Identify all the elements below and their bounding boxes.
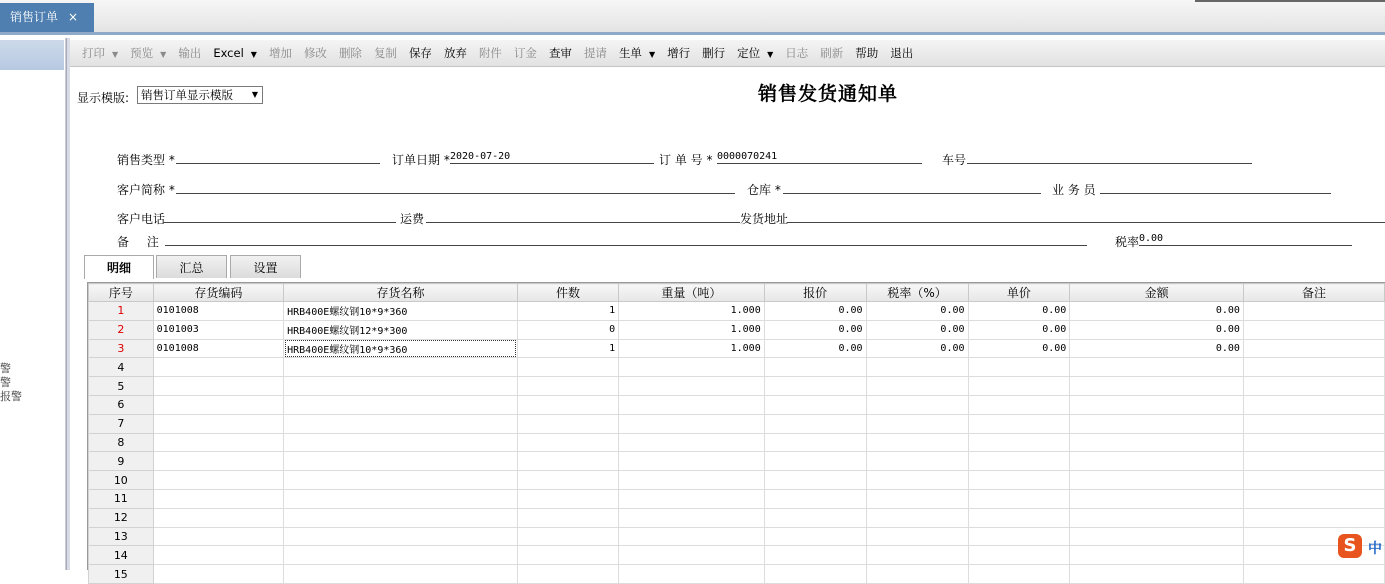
- cell-weight[interactable]: [619, 395, 765, 414]
- row-number: 12: [89, 508, 154, 527]
- toolbar-button-3[interactable]: [207, 43, 263, 63]
- chevron-down-icon[interactable]: ▼: [250, 50, 257, 59]
- cell-amount[interactable]: [1070, 565, 1244, 584]
- toolbar-button-16[interactable]: [696, 43, 731, 63]
- row-number: 6: [89, 395, 154, 414]
- column-header[interactable]: 重量（吨）: [619, 284, 765, 302]
- cell-weight[interactable]: 1.000: [619, 339, 765, 358]
- ime-indicator[interactable]: [1338, 534, 1385, 560]
- toolbar-button-7[interactable]: [368, 43, 403, 63]
- toolbar-button-label: Excel: [213, 46, 244, 60]
- chevron-down-icon[interactable]: ▼: [112, 50, 119, 59]
- customer-field[interactable]: [176, 180, 735, 194]
- cell-price[interactable]: [968, 414, 1070, 433]
- freight-field[interactable]: [426, 209, 740, 223]
- toolbar-button-15[interactable]: [661, 43, 696, 63]
- cell-tax[interactable]: [866, 377, 968, 396]
- toolbar-button-12[interactable]: [543, 43, 578, 63]
- cell-quote[interactable]: [764, 433, 866, 452]
- cell-price[interactable]: 0.00: [968, 339, 1070, 358]
- toolbar-button-label: 附件: [478, 46, 502, 60]
- table-row[interactable]: [89, 433, 1385, 452]
- cell-note[interactable]: [1243, 565, 1384, 584]
- toolbar-button-label: 复制: [373, 46, 397, 60]
- cell-tax[interactable]: [866, 433, 968, 452]
- tab-settings[interactable]: 设置: [230, 255, 301, 278]
- table-row[interactable]: [89, 452, 1385, 471]
- cell-amount[interactable]: [1070, 433, 1244, 452]
- cell-qty[interactable]: [517, 565, 618, 584]
- cell-qty[interactable]: [517, 358, 618, 377]
- left-panel: [0, 38, 66, 570]
- cell-name[interactable]: HRB400E螺纹钢12*9*300: [284, 320, 518, 339]
- toolbar-button-label: 生单: [618, 46, 642, 60]
- cell-code[interactable]: [153, 565, 283, 584]
- table-row[interactable]: [89, 339, 1385, 358]
- cell-weight[interactable]: [619, 452, 765, 471]
- order-date-field[interactable]: 2020-07-20: [450, 150, 654, 164]
- toolbar-button-11[interactable]: [508, 43, 543, 63]
- customer-label: 客户简称 *: [117, 183, 175, 197]
- sale-type-label: 销售类型 *: [117, 153, 175, 167]
- cell-tax[interactable]: [866, 546, 968, 565]
- column-header[interactable]: 金额: [1070, 284, 1244, 302]
- cell-code[interactable]: [153, 395, 283, 414]
- column-header[interactable]: 税率（%）: [866, 284, 968, 302]
- column-header[interactable]: 存货名称: [284, 284, 518, 302]
- table-row[interactable]: [89, 546, 1385, 565]
- table-row[interactable]: [89, 414, 1385, 433]
- cell-amount[interactable]: [1070, 414, 1244, 433]
- cell-code[interactable]: [153, 358, 283, 377]
- cell-tax[interactable]: 0.00: [866, 339, 968, 358]
- cell-amount[interactable]: [1070, 377, 1244, 396]
- cell-qty[interactable]: 0: [517, 320, 618, 339]
- cell-qty[interactable]: [517, 546, 618, 565]
- cell-tax[interactable]: [866, 471, 968, 490]
- chevron-down-icon[interactable]: ▼: [648, 50, 656, 59]
- car-no-field[interactable]: [967, 150, 1252, 164]
- cell-note[interactable]: [1243, 377, 1384, 396]
- tax-rate-label: 税率: [1115, 235, 1140, 249]
- cell-weight[interactable]: [619, 433, 765, 452]
- table-row[interactable]: [89, 377, 1385, 396]
- table-row[interactable]: [89, 565, 1385, 584]
- tab-close-icon[interactable]: ×: [68, 10, 79, 24]
- remark-field[interactable]: [165, 232, 1087, 246]
- toolbar-button-label: 退出: [890, 46, 914, 60]
- cell-tax[interactable]: 0.00: [866, 302, 968, 321]
- cell-quote[interactable]: [764, 414, 866, 433]
- cell-weight[interactable]: [619, 489, 765, 508]
- cell-code[interactable]: [153, 414, 283, 433]
- cell-code[interactable]: [153, 546, 283, 565]
- cell-amount[interactable]: [1070, 546, 1244, 565]
- row-number: 3: [89, 339, 154, 358]
- warehouse-label: 仓库 *: [747, 183, 781, 197]
- cell-tax[interactable]: 0.00: [866, 320, 968, 339]
- cell-price[interactable]: [968, 527, 1070, 546]
- row-number: 15: [89, 565, 154, 584]
- cell-note[interactable]: [1243, 414, 1384, 433]
- tab-title: 销售订单: [10, 10, 59, 24]
- tab-sales-order[interactable]: [0, 3, 94, 32]
- cell-amount[interactable]: [1070, 527, 1244, 546]
- toolbar-button-13[interactable]: [578, 43, 613, 63]
- table-row[interactable]: [89, 489, 1385, 508]
- sogou-logo-icon: S: [1338, 534, 1362, 558]
- chevron-down-icon: ▼: [251, 90, 258, 99]
- cell-weight[interactable]: 1.000: [619, 302, 765, 321]
- cell-code[interactable]: [153, 527, 283, 546]
- freight-label: 运费: [400, 212, 425, 226]
- detail-table: [88, 283, 1385, 584]
- toolbar-button-label: 打印: [82, 46, 105, 60]
- toolbar-button-label: 增行: [667, 46, 691, 60]
- cell-price[interactable]: [968, 395, 1070, 414]
- toolbar-button-label: 查审: [548, 46, 572, 60]
- cell-qty[interactable]: [517, 527, 618, 546]
- cell-quote[interactable]: [764, 395, 866, 414]
- toolbar-button-label: 修改: [303, 46, 327, 60]
- cell-qty[interactable]: [517, 414, 618, 433]
- cell-price[interactable]: [968, 546, 1070, 565]
- cell-weight[interactable]: [619, 527, 765, 546]
- cell-price[interactable]: [968, 358, 1070, 377]
- cell-price[interactable]: [968, 565, 1070, 584]
- toolbar-button-label: 帮助: [855, 46, 879, 60]
- warehouse-field[interactable]: [783, 180, 1041, 194]
- cell-note[interactable]: [1243, 452, 1384, 471]
- column-header[interactable]: 单价: [968, 284, 1070, 302]
- order-date-label: 订单日期 *: [392, 153, 450, 167]
- cell-quote[interactable]: [764, 546, 866, 565]
- cell-quote[interactable]: [764, 527, 866, 546]
- row-number: 11: [89, 489, 154, 508]
- cell-amount[interactable]: 0.00: [1070, 320, 1244, 339]
- toolbar-button-label: 订金: [513, 46, 537, 60]
- tab-summary[interactable]: 汇总: [156, 255, 227, 278]
- cell-weight[interactable]: [619, 546, 765, 565]
- detail-grid: [87, 282, 1385, 581]
- cell-tax[interactable]: [866, 395, 968, 414]
- cell-weight[interactable]: [619, 471, 765, 490]
- cell-code[interactable]: 0101008: [153, 339, 283, 358]
- row-number: 2: [89, 320, 154, 339]
- cell-qty[interactable]: 1: [517, 302, 618, 321]
- cell-price[interactable]: [968, 433, 1070, 452]
- cell-name[interactable]: [284, 508, 518, 527]
- cell-qty[interactable]: [517, 489, 618, 508]
- cell-quote[interactable]: [764, 508, 866, 527]
- cell-weight[interactable]: 1.000: [619, 320, 765, 339]
- cell-tax[interactable]: [866, 452, 968, 471]
- chevron-down-icon[interactable]: ▼: [160, 50, 167, 59]
- cell-tax[interactable]: [866, 358, 968, 377]
- cell-name[interactable]: [284, 414, 518, 433]
- cell-amount[interactable]: [1070, 358, 1244, 377]
- toolbar-button-0[interactable]: [76, 43, 124, 63]
- cell-code[interactable]: [153, 471, 283, 490]
- row-number: 9: [89, 452, 154, 471]
- cell-name[interactable]: [284, 377, 518, 396]
- cell-name[interactable]: [284, 546, 518, 565]
- toolbar-button-10[interactable]: [473, 43, 508, 63]
- toolbar-button-label: 保存: [408, 46, 432, 60]
- cell-tax[interactable]: [866, 414, 968, 433]
- cell-price[interactable]: 0.00: [968, 320, 1070, 339]
- cell-amount[interactable]: [1070, 395, 1244, 414]
- row-number: 7: [89, 414, 154, 433]
- toolbar-button-label: 日志: [785, 46, 809, 60]
- cell-code[interactable]: [153, 377, 283, 396]
- table-row[interactable]: [89, 471, 1385, 490]
- cell-quote[interactable]: [764, 565, 866, 584]
- toolbar-button-label: 放弃: [443, 46, 467, 60]
- row-number: 1: [89, 302, 154, 321]
- cell-note[interactable]: [1243, 302, 1384, 321]
- row-number: 13: [89, 527, 154, 546]
- template-select-value: 销售订单显示模版: [141, 88, 233, 102]
- cell-name[interactable]: [284, 471, 518, 490]
- table-row[interactable]: [89, 358, 1385, 377]
- cell-price[interactable]: [968, 377, 1070, 396]
- cell-quote[interactable]: [764, 377, 866, 396]
- cell-qty[interactable]: [517, 377, 618, 396]
- cell-name[interactable]: [284, 527, 518, 546]
- toolbar-button-2[interactable]: [172, 43, 207, 63]
- toolbar-button-8[interactable]: [403, 43, 438, 63]
- tab-bar: [0, 0, 1385, 35]
- cell-quote[interactable]: 0.00: [764, 339, 866, 358]
- sale-type-field[interactable]: [176, 150, 380, 164]
- salesman-field[interactable]: [1100, 180, 1331, 194]
- cell-tax[interactable]: [866, 565, 968, 584]
- ship-addr-field[interactable]: [787, 209, 1385, 223]
- toolbar-button-17[interactable]: [731, 43, 779, 63]
- cell-code[interactable]: 0101003: [153, 320, 283, 339]
- cell-name[interactable]: HRB400E螺纹钢10*9*360: [284, 339, 518, 358]
- toolbar-button-19[interactable]: [814, 43, 849, 63]
- cell-code[interactable]: [153, 452, 283, 471]
- cell-name[interactable]: [284, 358, 518, 377]
- cell-name[interactable]: [284, 565, 518, 584]
- toolbar-button-label: 刷新: [820, 46, 844, 60]
- table-row[interactable]: [89, 527, 1385, 546]
- cell-code[interactable]: 0101008: [153, 302, 283, 321]
- cell-amount[interactable]: 0.00: [1070, 302, 1244, 321]
- row-number: 5: [89, 377, 154, 396]
- template-select[interactable]: [137, 86, 263, 104]
- toolbar-button-1[interactable]: [124, 43, 172, 63]
- order-no-label: 订 单 号 *: [659, 153, 713, 167]
- cell-note[interactable]: [1243, 471, 1384, 490]
- cell-qty[interactable]: [517, 508, 618, 527]
- cell-name[interactable]: [284, 452, 518, 471]
- cell-qty[interactable]: [517, 395, 618, 414]
- cell-weight[interactable]: [619, 414, 765, 433]
- table-row[interactable]: [89, 302, 1385, 321]
- toolbar-button-5[interactable]: [298, 43, 333, 63]
- cell-quote[interactable]: [764, 358, 866, 377]
- toolbar-button-label: 增加: [268, 46, 292, 60]
- cell-note[interactable]: [1243, 508, 1384, 527]
- toolbar-button-14[interactable]: [613, 43, 661, 63]
- row-number: 4: [89, 358, 154, 377]
- toolbar-button-9[interactable]: [438, 43, 473, 63]
- cell-quote[interactable]: [764, 471, 866, 490]
- tax-rate-field[interactable]: 0.00: [1139, 232, 1352, 246]
- left-panel-item[interactable]: 警: [0, 362, 11, 375]
- cell-note[interactable]: [1243, 395, 1384, 414]
- column-header[interactable]: 存货编码: [153, 284, 283, 302]
- toolbar-button-21[interactable]: [884, 43, 919, 63]
- cell-tax[interactable]: [866, 508, 968, 527]
- toolbar-button-20[interactable]: [849, 43, 884, 63]
- column-header[interactable]: 序号: [89, 284, 154, 302]
- toolbar: [70, 40, 1385, 67]
- toolbar-button-18[interactable]: [779, 43, 814, 63]
- cell-code[interactable]: [153, 433, 283, 452]
- cell-note[interactable]: [1243, 339, 1384, 358]
- cell-qty[interactable]: [517, 433, 618, 452]
- toolbar-button-label: 输出: [178, 46, 202, 60]
- left-panel-item[interactable]: 警: [0, 376, 11, 389]
- tab-detail[interactable]: 明细: [84, 255, 154, 279]
- cell-weight[interactable]: [619, 565, 765, 584]
- salesman-label: 业 务 员: [1052, 183, 1096, 197]
- cell-quote[interactable]: [764, 489, 866, 508]
- cell-note[interactable]: [1243, 320, 1384, 339]
- cell-name[interactable]: [284, 395, 518, 414]
- cell-price[interactable]: 0.00: [968, 302, 1070, 321]
- page-title: 销售发货通知单: [758, 83, 899, 105]
- column-header[interactable]: 报价: [764, 284, 866, 302]
- cell-tax[interactable]: [866, 489, 968, 508]
- row-number: 8: [89, 433, 154, 452]
- column-header[interactable]: 件数: [517, 284, 618, 302]
- cell-name[interactable]: HRB400E螺纹钢10*9*360: [284, 302, 518, 321]
- phone-field[interactable]: [163, 209, 396, 223]
- toolbar-button-label: 删除: [338, 46, 362, 60]
- cell-price[interactable]: [968, 452, 1070, 471]
- cell-weight[interactable]: [619, 377, 765, 396]
- toolbar-button-label: 预览: [130, 46, 154, 60]
- phone-label: 客户电话: [117, 212, 166, 226]
- cell-weight[interactable]: [619, 358, 765, 377]
- table-row[interactable]: [89, 508, 1385, 527]
- cell-code[interactable]: [153, 489, 283, 508]
- cell-weight[interactable]: [619, 508, 765, 527]
- cell-note[interactable]: [1243, 358, 1384, 377]
- remark-label: 备 注: [117, 235, 159, 249]
- cell-tax[interactable]: [866, 527, 968, 546]
- cell-quote[interactable]: [764, 452, 866, 471]
- ime-language: 中: [1368, 541, 1382, 557]
- template-label: 显示模版:: [77, 91, 130, 105]
- left-panel-header[interactable]: [0, 40, 64, 70]
- ship-addr-label: 发货地址: [740, 212, 789, 226]
- row-number: 14: [89, 546, 154, 565]
- car-no-label: 车号: [942, 153, 967, 167]
- cell-qty[interactable]: [517, 471, 618, 490]
- cell-qty[interactable]: [517, 452, 618, 471]
- toolbar-button-4[interactable]: [263, 43, 298, 63]
- cell-amount[interactable]: [1070, 489, 1244, 508]
- cell-amount[interactable]: [1070, 452, 1244, 471]
- chevron-down-icon[interactable]: ▼: [767, 50, 774, 59]
- column-header[interactable]: 备注: [1243, 284, 1384, 302]
- cell-quote[interactable]: 0.00: [764, 302, 866, 321]
- row-number: 10: [89, 471, 154, 490]
- cell-note[interactable]: [1243, 489, 1384, 508]
- toolbar-button-label: 提请: [583, 46, 607, 60]
- cell-name[interactable]: [284, 489, 518, 508]
- order-no-field[interactable]: 0000070241: [717, 150, 922, 164]
- table-row[interactable]: [89, 320, 1385, 339]
- cell-price[interactable]: [968, 489, 1070, 508]
- table-row[interactable]: [89, 395, 1385, 414]
- left-panel-item[interactable]: 报警: [0, 390, 22, 403]
- tabbar-edge: [1195, 0, 1385, 2]
- toolbar-button-6[interactable]: [333, 43, 368, 63]
- toolbar-button-label: 定位: [737, 46, 761, 60]
- cell-name[interactable]: [284, 433, 518, 452]
- cell-quote[interactable]: 0.00: [764, 320, 866, 339]
- cell-amount[interactable]: [1070, 471, 1244, 490]
- cell-price[interactable]: [968, 508, 1070, 527]
- cell-qty[interactable]: 1: [517, 339, 618, 358]
- cell-code[interactable]: [153, 508, 283, 527]
- toolbar-button-label: 删行: [702, 46, 726, 60]
- cell-note[interactable]: [1243, 433, 1384, 452]
- cell-price[interactable]: [968, 471, 1070, 490]
- cell-amount[interactable]: 0.00: [1070, 339, 1244, 358]
- cell-amount[interactable]: [1070, 508, 1244, 527]
